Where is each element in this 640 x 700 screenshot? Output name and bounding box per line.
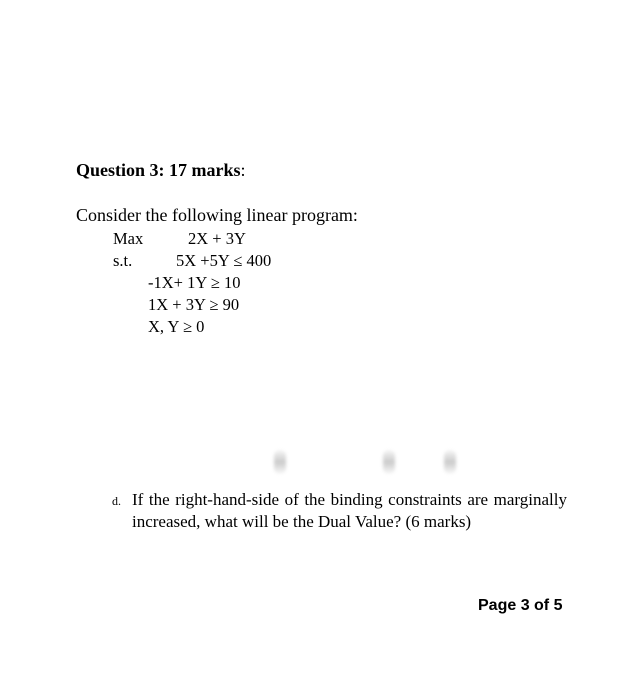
constraint-1: 5X +5Y ≤ 400 <box>176 251 272 270</box>
objective-function: 2X + 3Y <box>188 229 246 248</box>
objective-label: Max <box>113 229 144 248</box>
constraint-2: -1X+ 1Y ≥ 10 <box>148 273 241 292</box>
constraint-3: 1X + 3Y ≥ 90 <box>148 295 240 314</box>
part-d-marker: d. <box>112 494 121 508</box>
intro-text: Consider the following linear program: <box>76 205 358 225</box>
question-title-colon: : <box>240 160 246 180</box>
question-title <box>76 160 246 181</box>
scan-smudge <box>383 450 395 474</box>
question-title-text: Question 3: 17 marks <box>76 160 241 180</box>
subject-to-label: s.t. <box>113 251 133 270</box>
page-number: Page 3 of 5 <box>478 597 563 614</box>
question-part-d <box>112 489 567 533</box>
constraint-nonneg: X, Y ≥ 0 <box>148 317 205 336</box>
scan-smudge <box>274 450 286 474</box>
part-d-text: If the right-hand-side of the binding constraints are marginally increased, what will be the Dual Value? (6 marks) <box>132 490 567 531</box>
scan-smudge <box>444 450 456 474</box>
